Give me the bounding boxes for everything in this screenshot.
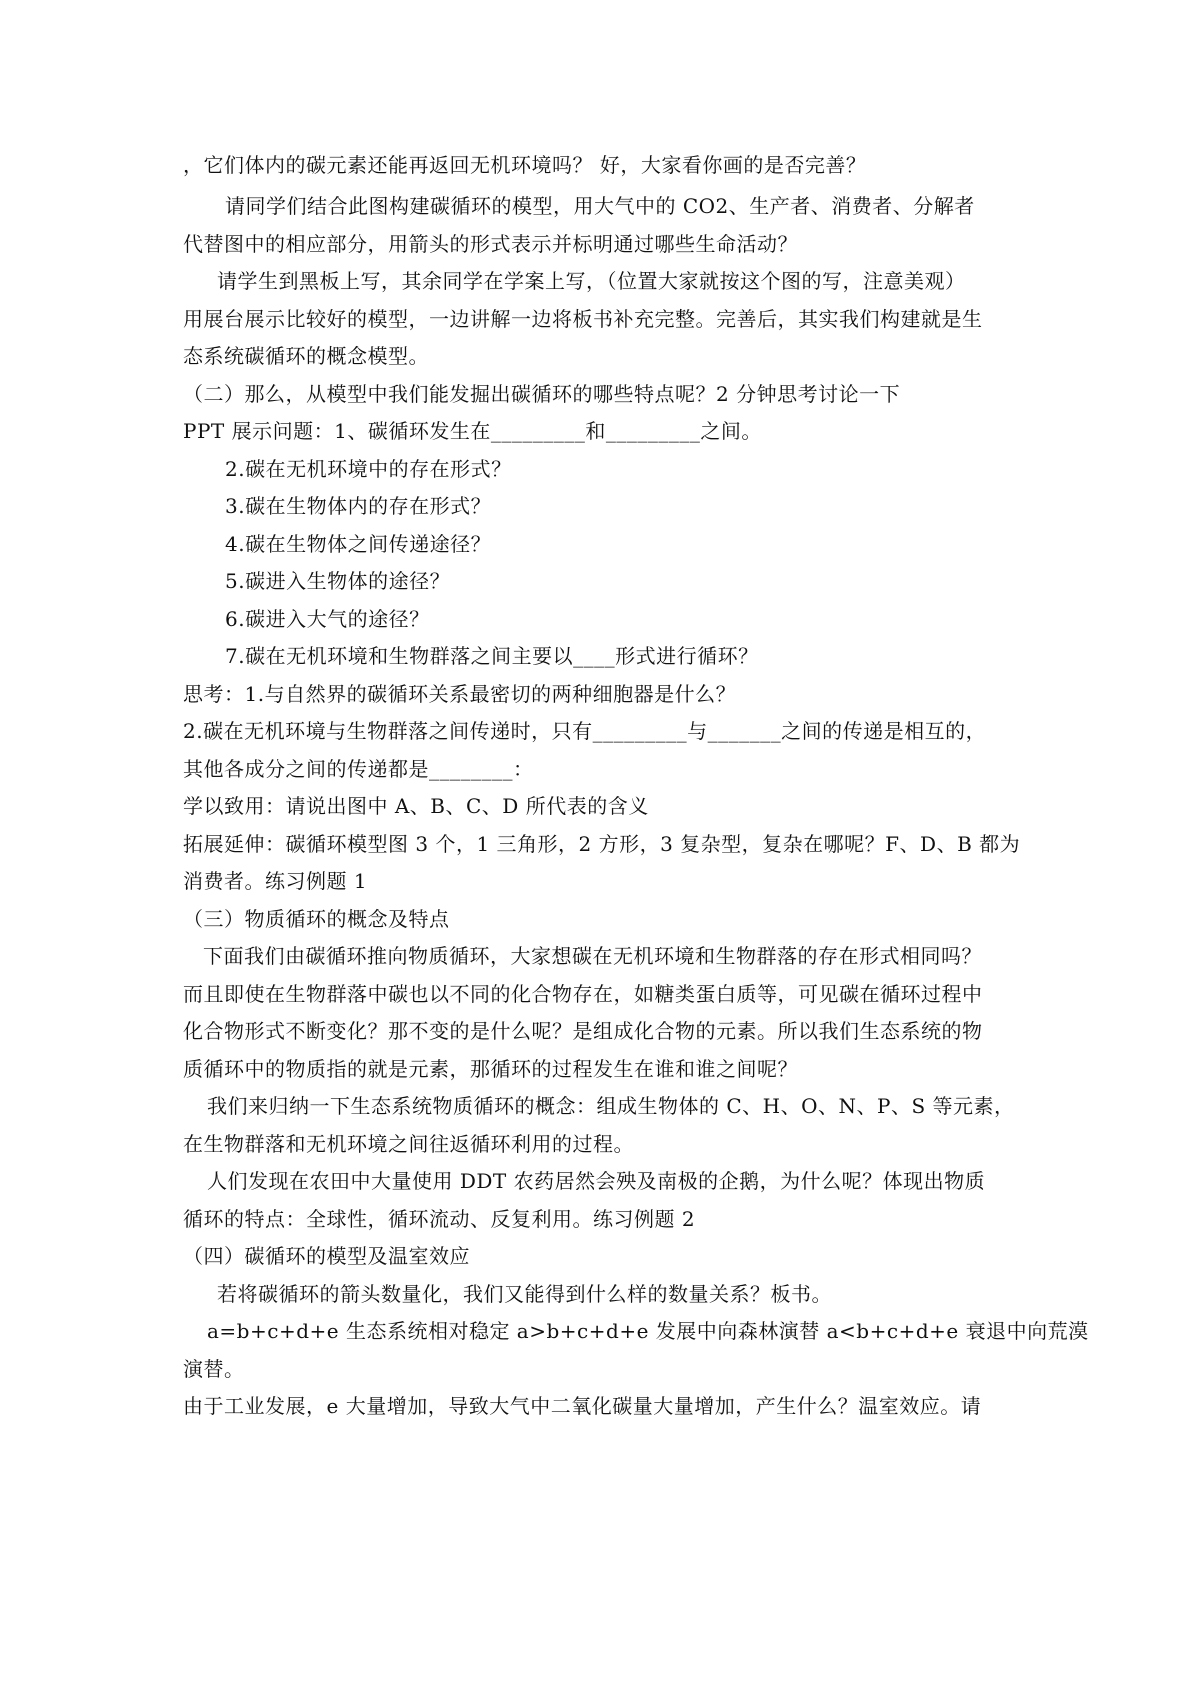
text-line: 质循环中的物质指的就是元素，那循环的过程发生在谁和谁之间呢？ [183,1057,798,1081]
section-heading: （四）碳循环的模型及温室效应 [183,1244,470,1268]
text-line: 代替图中的相应部分，用箭头的形式表示并标明通过哪些生命活动？ [183,232,798,256]
list-item: 4.碳在生物体之间传递途径？ [225,532,492,556]
text-line: 下面我们由碳循环推向物质循环，大家想碳在无机环境和生物群落的存在形式相同吗？ [203,944,982,968]
list-item: 6.碳进入大气的途径？ [225,607,430,631]
text-line: 请同学们结合此图构建碳循环的模型，用大气中的 CO2、生产者、消费者、分解者 [225,194,975,218]
text-line: 而且即使在生物群落中碳也以不同的化合物存在，如糖类蛋白质等，可见碳在循环过程中 [183,982,983,1006]
text-line: 消费者。练习例题 1 [183,869,368,893]
text-line: 演替。 [183,1357,245,1381]
section-heading: （二）那么，从模型中我们能发掘出碳循环的哪些特点呢？2 分钟思考讨论一下 [183,382,901,406]
text-line: 若将碳循环的箭头数量化，我们又能得到什么样的数量关系？板书。 [217,1282,832,1306]
text-line: 其他各成分之间的传递都是________： [183,757,534,781]
text-line: 在生物群落和无机环境之间往返循环利用的过程。 [183,1132,634,1156]
text-line: ，它们体内的碳元素还能再返回无机环境吗？ 好，大家看你画的是否完善？ [183,153,867,177]
text-line: 拓展延伸：碳循环模型图 3 个，1 三角形，2 方形，3 复杂型，复杂在哪呢？F、D、B 都为 [183,832,1021,856]
list-item: 5.碳进入生物体的途径？ [225,569,451,593]
text-line: 思考：1.与自然界的碳循环关系最密切的两种细胞器是什么？ [183,682,737,706]
list-item: 7.碳在无机环境和生物群落之间主要以____形式进行循环？ [225,644,759,668]
list-item: 3.碳在生物体内的存在形式？ [225,494,492,518]
text-line: 学以致用：请说出图中 A、B、C、D 所代表的含义 [183,794,649,818]
text-line: 2.碳在无机环境与生物群落之间传递时，只有_________与_______之间的传递是相互的， [183,719,987,743]
section-heading: （三）物质循环的概念及特点 [183,907,450,931]
text-line: 由于工业发展，e 大量增加，导致大气中二氧化碳量大量增加，产生什么？温室效应。请 [183,1394,982,1418]
text-line: 我们来归纳一下生态系统物质循环的概念：组成生物体的 C、H、O、N、P、S 等元素， [207,1094,1015,1118]
text-line: 用展台展示比较好的模型，一边讲解一边将板书补充完整。完善后，其实我们构建就是生 [183,307,983,331]
text-line: 态系统碳循环的概念模型。 [183,344,429,368]
text-line: 人们发现在农田中大量使用 DDT 农药居然会殃及南极的企鹅，为什么呢？体现出物质 [207,1169,986,1193]
formula-line: a=b+c+d+e 生态系统相对稳定 a>b+c+d+e 发展中向森林演替 a<b+c+d+e 衰退中向荒漠 [207,1319,1089,1343]
text-line: 循环的特点：全球性，循环流动、反复利用。练习例题 2 [183,1207,696,1231]
text-line: 化合物形式不断变化？那不变的是什么呢？是组成化合物的元素。所以我们生态系统的物 [183,1019,983,1043]
text-line: PPT 展示问题：1、碳循环发生在_________和_________之间。 [183,419,762,443]
text-line: 请学生到黑板上写，其余同学在学案上写，（位置大家就按这个图的写，注意美观） [217,269,966,293]
list-item: 2.碳在无机环境中的存在形式？ [225,457,512,481]
